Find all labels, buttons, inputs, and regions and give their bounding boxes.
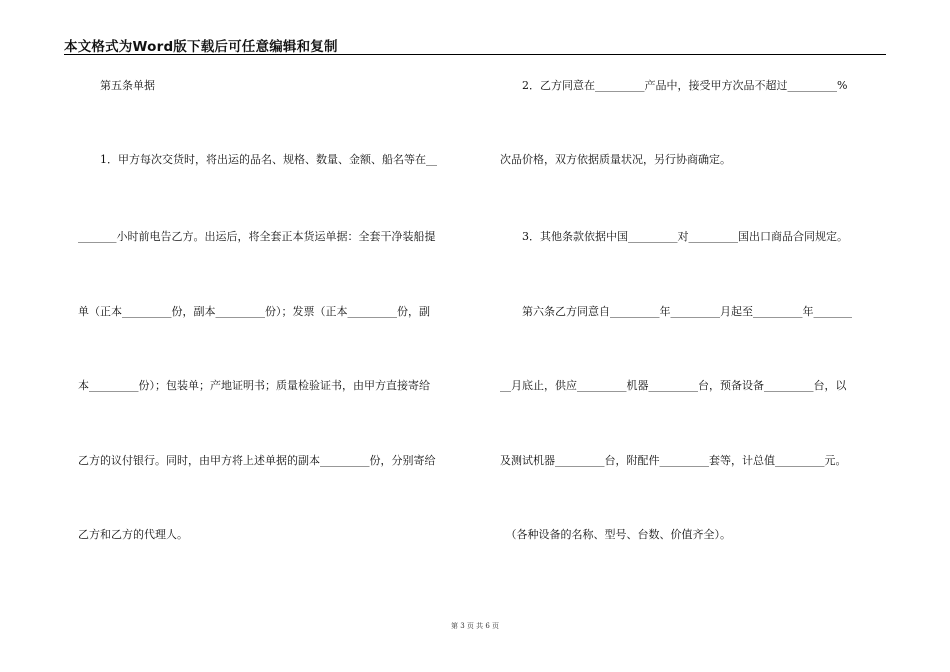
left-line-2: 1．甲方每次交货时，将出运的品名、规格、数量、金额、船名等在__ [78,153,437,166]
document-header [64,34,886,55]
page-number: 第 3 页 共 6 页 [450,622,500,630]
right-line-3: 3．其他条款依据中国_________对_________国出口商品合同规定。 [500,230,848,243]
header-title: 本文格式为Word版下载后可任意编辑和复制 [64,39,338,55]
right-line-6: 及测试机器_________台，附配件_________套等，计总值_________元。 [500,454,847,467]
right-line-2: 次品价格，双方依据质量状况，另行协商确定。 [500,153,731,166]
right-line-5: __月底止，供应_________机器_________台，预备设备_________台，以 [500,379,847,392]
left-line-4: 单（正本_________份，副本_________份）；发票（正本_________份，副 [78,305,430,318]
left-line-5: 本_________份）；包装单；产地证明书；质量检验证书，由甲方直接寄给 [78,379,430,392]
right-line-4: 第六条乙方同意自_________年_________月起至_________年_______ [500,305,852,318]
right-line-1: 2．乙方同意在_________产品中，接受甲方次品不超过_________% [500,79,848,92]
left-line-6: 乙方的议付银行。同时，由甲方将上述单据的副本_________份，分别寄给 [78,454,436,467]
left-line-7: 乙方和乙方的代理人。 [78,528,188,541]
left-line-1: 第五条单据 [78,79,155,92]
left-line-3: _______小时前电告乙方。出运后，将全套正本货运单据：全套干净装船提 [78,230,436,243]
right-line-7: （各种设备的名称、型号、台数、价值齐全）。 [500,528,731,541]
